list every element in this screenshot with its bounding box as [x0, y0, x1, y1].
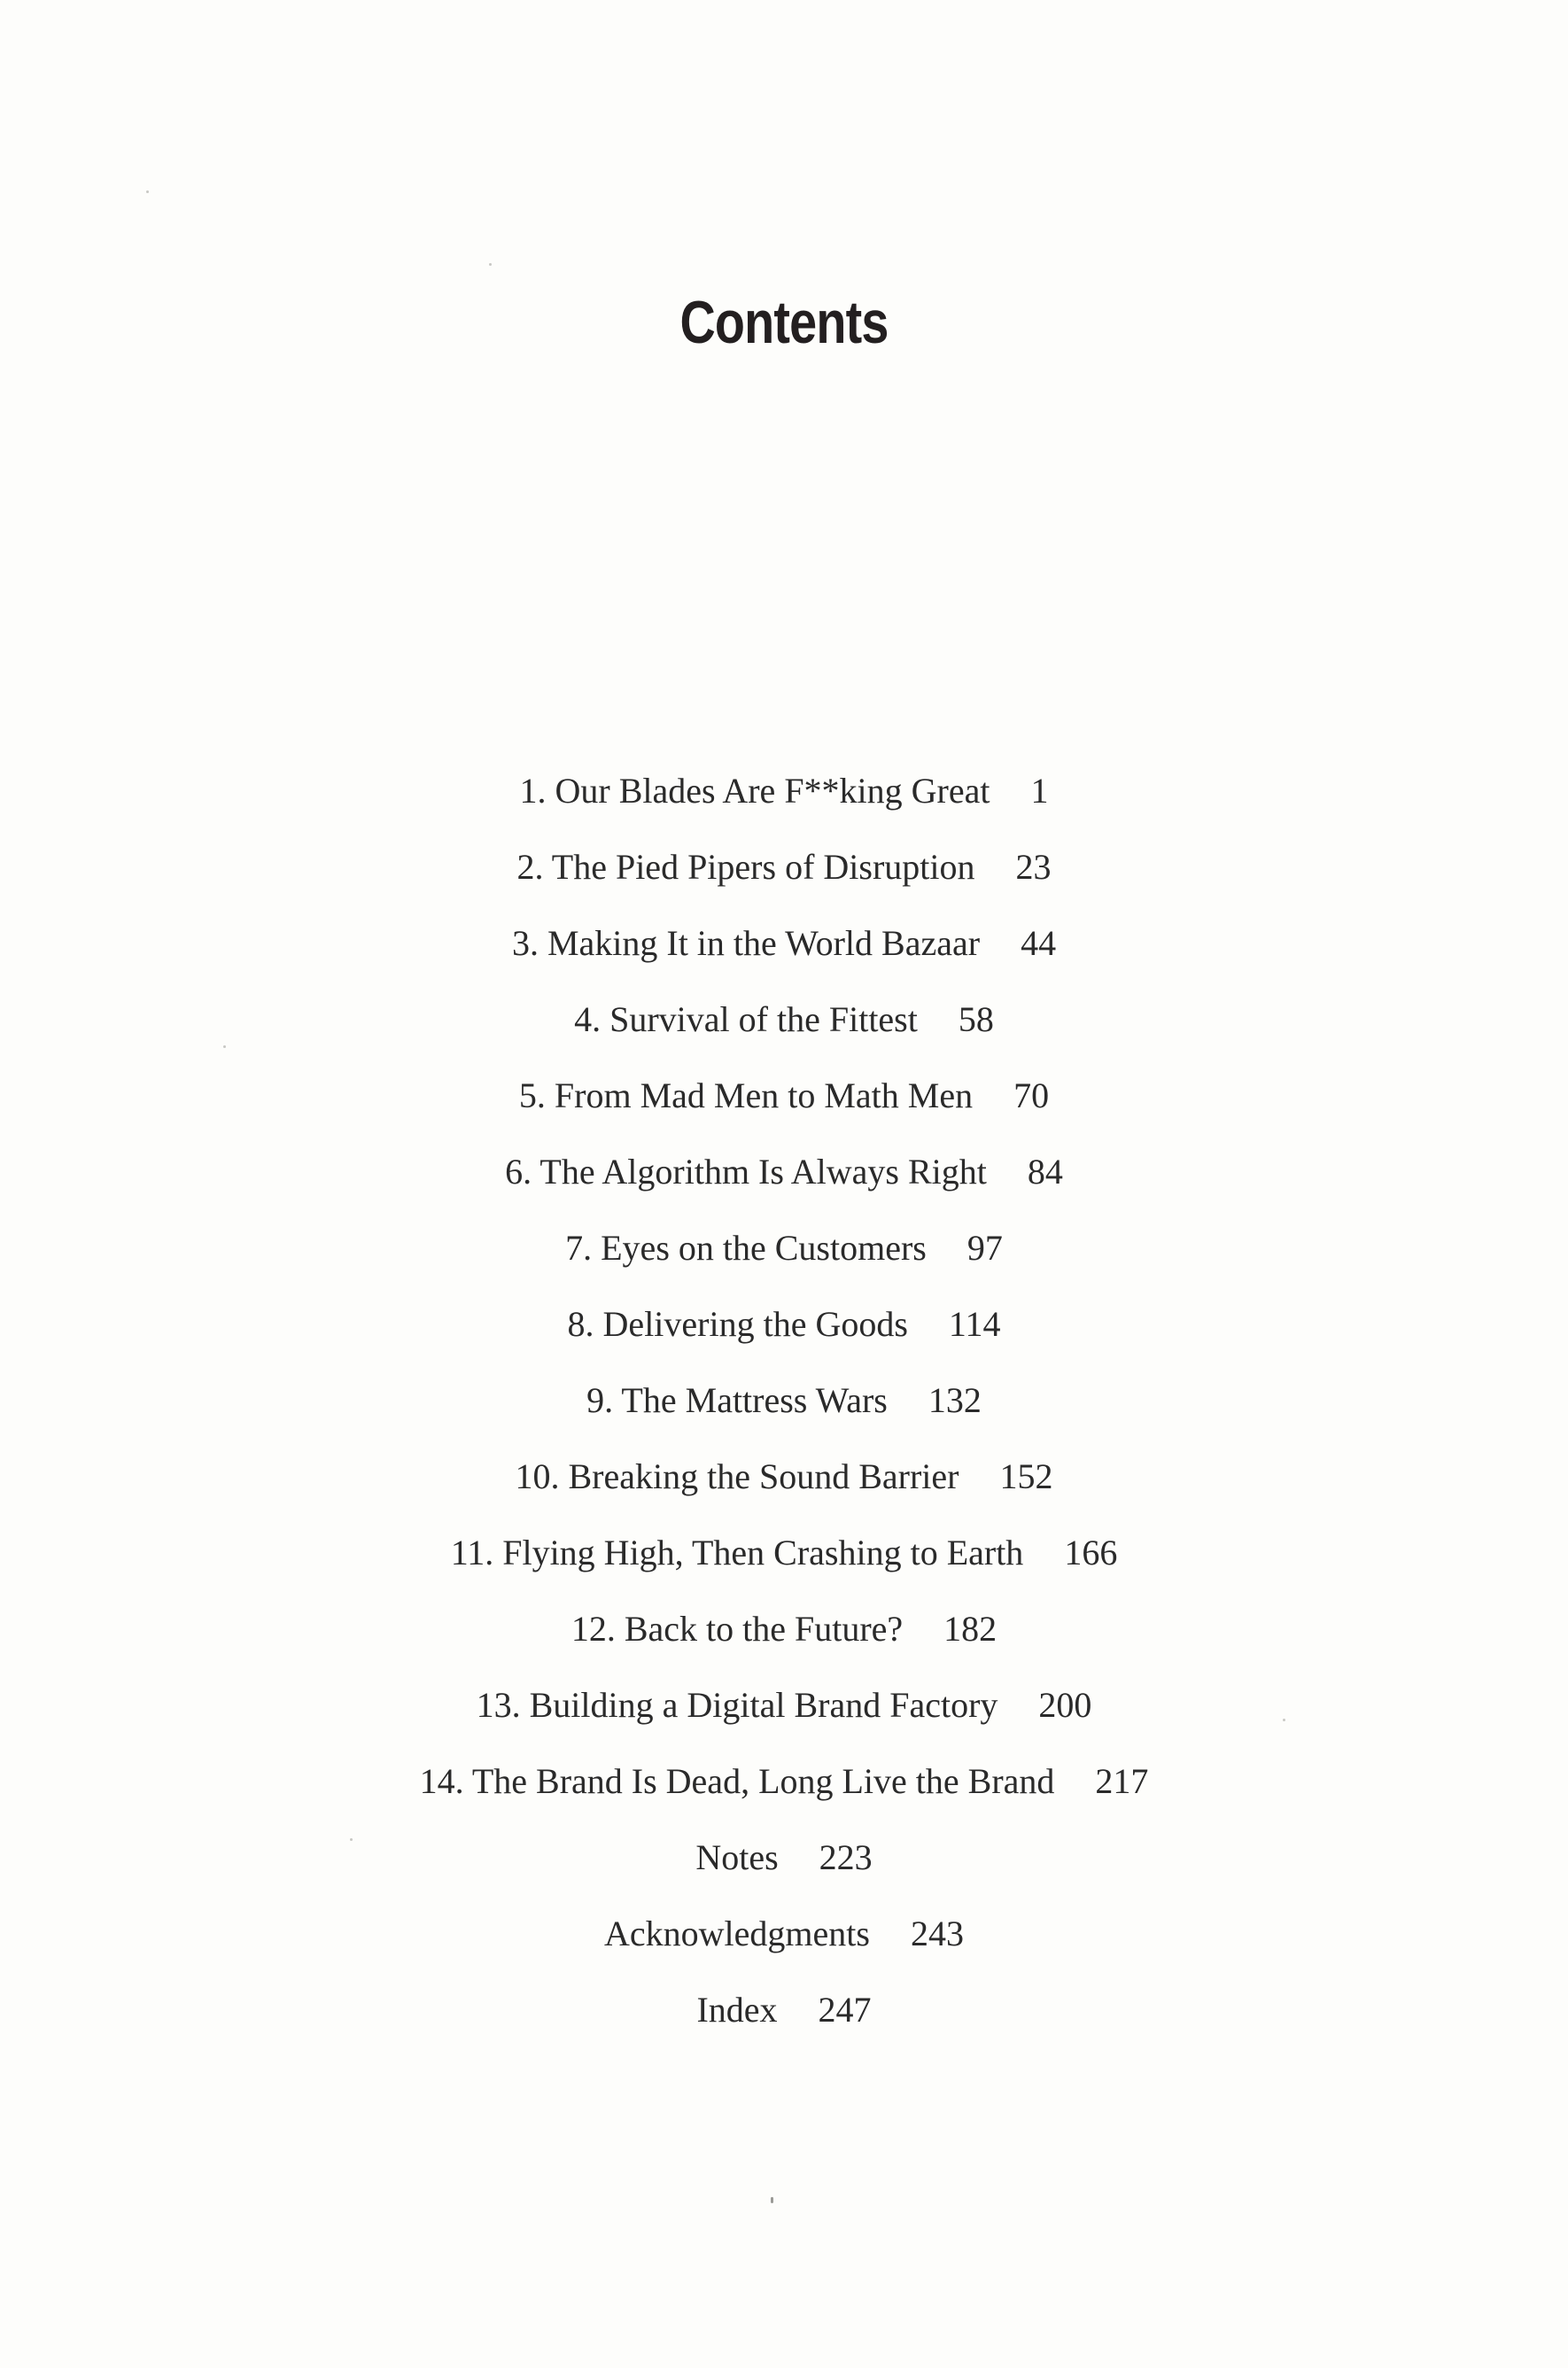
toc-entry [0, 1600, 1568, 1676]
toc-entry-page: 1 [1030, 771, 1049, 811]
toc-entry-page: 114 [948, 1304, 1001, 1344]
toc-entry-label: Notes [695, 1837, 779, 1877]
toc-entry [0, 1448, 1568, 1524]
toc-entry-label: 11. Flying High, Then Crashing to Earth [450, 1533, 1024, 1572]
toc-entry-page: 217 [1095, 1761, 1149, 1801]
toc-entry [0, 1752, 1568, 1828]
toc-entry-label: 9. The Mattress Wars [586, 1380, 888, 1420]
toc-entry [0, 1295, 1568, 1371]
toc-entry [0, 1067, 1568, 1143]
scan-speck [489, 263, 492, 266]
toc-entry-label: Index [696, 1990, 778, 2030]
toc-entry-page: 182 [943, 1609, 997, 1649]
toc-entry-page: 152 [999, 1456, 1053, 1496]
toc-entry-label: 7. Eyes on the Customers [565, 1228, 927, 1268]
toc-entry [0, 1676, 1568, 1752]
toc-entry [0, 1219, 1568, 1295]
toc-entry-page: 23 [1015, 847, 1052, 887]
toc-entry-page: 97 [966, 1228, 1003, 1268]
toc-entry-page: 166 [1064, 1533, 1118, 1572]
toc-entry-label: 12. Back to the Future? [571, 1609, 904, 1649]
table-of-contents [0, 762, 1568, 2057]
toc-entry-label: 13. Building a Digital Brand Factory [476, 1685, 998, 1725]
toc-entry-page: 84 [1027, 1152, 1063, 1192]
toc-entry-label: 8. Delivering the Goods [567, 1304, 908, 1344]
toc-entry-label: 6. The Algorithm Is Always Right [505, 1152, 987, 1192]
toc-entry-page: 243 [910, 1914, 964, 1953]
toc-entry-label: 14. The Brand Is Dead, Long Live the Brand [419, 1761, 1055, 1801]
toc-entry [0, 914, 1568, 990]
toc-entry-label: 2. The Pied Pipers of Disruption [516, 847, 975, 887]
scan-speck [146, 190, 149, 193]
toc-entry-page: 44 [1021, 923, 1057, 963]
toc-entry-label: 4. Survival of the Fittest [574, 999, 918, 1039]
toc-entry-page: 58 [958, 999, 994, 1039]
scan-speck [1283, 1719, 1285, 1721]
toc-entry [0, 1143, 1568, 1219]
toc-entry [0, 1524, 1568, 1600]
toc-entry [0, 838, 1568, 914]
scan-speck [223, 1045, 226, 1048]
toc-entry [0, 990, 1568, 1067]
toc-entry-page: 223 [819, 1837, 873, 1877]
scan-speck [350, 1838, 353, 1841]
toc-entry-page: 247 [818, 1990, 872, 2030]
toc-entry-label: 1. Our Blades Are F**king Great [519, 771, 990, 811]
toc-entry [0, 1828, 1568, 1905]
toc-entry-page: 70 [1013, 1075, 1050, 1115]
toc-entry-label: 5. From Mad Men to Math Men [518, 1075, 974, 1115]
scan-speck [771, 2197, 773, 2203]
toc-entry-label: 3. Making It in the World Bazaar [511, 923, 981, 963]
toc-entry-page: 132 [928, 1380, 982, 1420]
page-title: Contents [679, 289, 889, 356]
toc-entry [0, 762, 1568, 838]
toc-entry-label: 10. Breaking the Sound Barrier [515, 1456, 959, 1496]
toc-entry-label: Acknowledgments [604, 1914, 870, 1953]
toc-entry [0, 1371, 1568, 1448]
toc-entry [0, 1905, 1568, 1981]
toc-entry-page: 200 [1038, 1685, 1092, 1725]
toc-entry [0, 1981, 1568, 2057]
